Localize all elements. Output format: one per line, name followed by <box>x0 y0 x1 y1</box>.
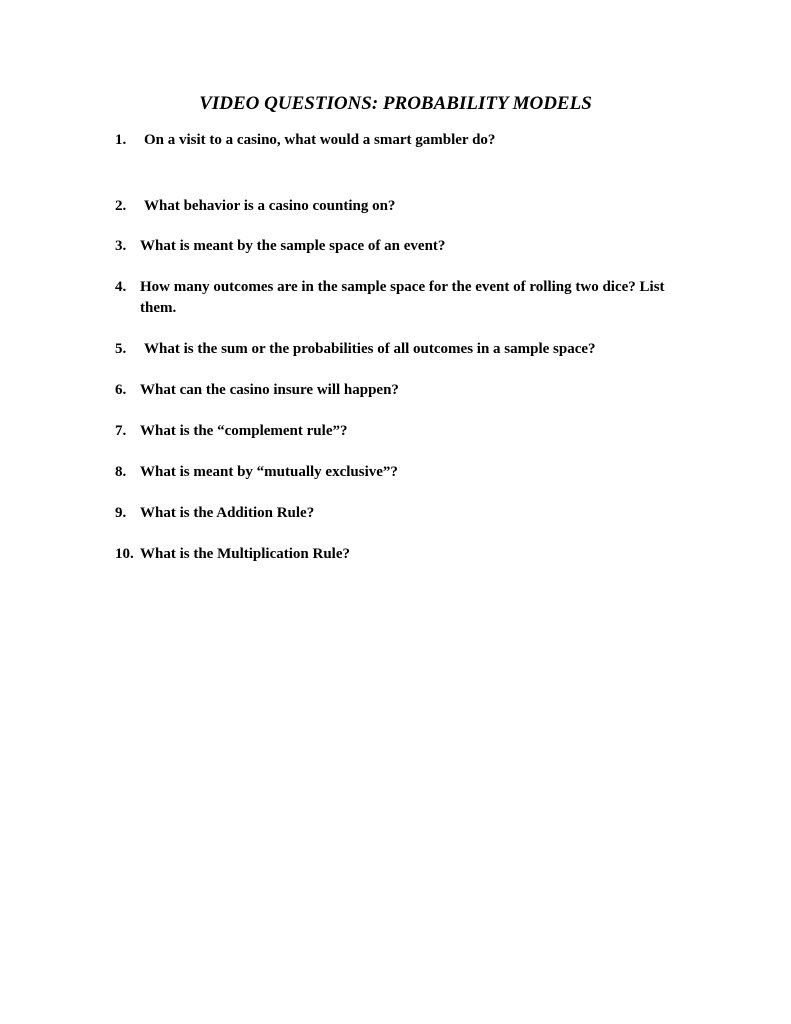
question-text: What is meant by “mutually exclusive”? <box>140 464 398 480</box>
question-text: What can the casino insure will happen? <box>140 382 399 398</box>
question-number: 2. <box>115 198 127 214</box>
question-number: 8. <box>115 464 127 480</box>
question-text: How many outcomes are in the sample space for the event of rolling two dice? List them. <box>140 279 665 316</box>
question-text: On a visit to a casino, what would a smart gambler do? <box>144 132 496 148</box>
question-item-2 <box>115 196 715 217</box>
question-item-10 <box>115 544 715 565</box>
question-number: 3. <box>115 238 127 254</box>
question-text: What is the Addition Rule? <box>140 505 315 521</box>
document-title: VIDEO QUESTIONS: PROBABILITY MODELS <box>199 93 592 114</box>
question-number: 7. <box>115 423 127 439</box>
question-number: 5. <box>115 341 127 357</box>
question-item-8 <box>115 462 715 483</box>
question-item-7 <box>115 421 715 442</box>
question-text: What is the sum or the probabilities of all outcomes in a sample space? <box>144 341 596 357</box>
question-item-3 <box>115 236 715 257</box>
question-text: What behavior is a casino counting on? <box>144 198 396 214</box>
question-number: 9. <box>115 505 127 521</box>
question-number: 6. <box>115 382 127 398</box>
question-item-9 <box>115 503 715 524</box>
question-number: 4. <box>115 279 127 295</box>
question-text: What is meant by the sample space of an event? <box>140 238 446 254</box>
question-item-6 <box>115 380 715 401</box>
question-number: 10. <box>115 546 134 562</box>
question-item-1 <box>115 130 715 151</box>
question-item-4 <box>115 277 695 319</box>
question-text: What is the Multiplication Rule? <box>140 546 351 562</box>
question-item-5 <box>115 339 715 360</box>
question-text: What is the “complement rule”? <box>140 423 348 439</box>
question-number: 1. <box>115 132 127 148</box>
